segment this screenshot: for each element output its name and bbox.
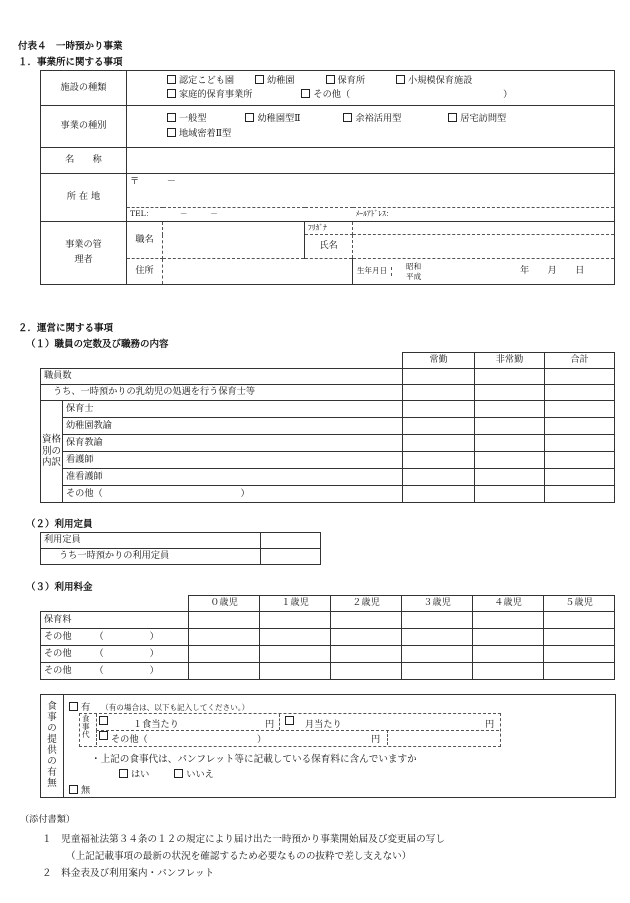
qual-youchien: 幼稚園教諭: [63, 418, 403, 435]
qual-row: [41, 486, 615, 503]
checkbox-type-other[interactable]: [301, 89, 310, 98]
capacity-table: [40, 532, 321, 565]
postal-field[interactable]: 〒 －: [127, 174, 615, 208]
fee-row: [41, 663, 615, 680]
checkbox-included-no[interactable]: [174, 769, 183, 778]
meal-fee-box: [79, 713, 501, 747]
col-age-2: ２歳児: [331, 596, 402, 612]
facility-table: [40, 70, 615, 285]
qual-hoikushi: 保育士: [63, 401, 403, 418]
section-1-heading: １．事業所に関する事項: [18, 57, 123, 68]
home-address-field[interactable]: [163, 259, 353, 285]
checkbox-shokibo[interactable]: [396, 75, 405, 84]
checkbox-ippan[interactable]: [167, 113, 176, 122]
fee-row-label: その他 （ ）: [41, 663, 189, 680]
furigana-field[interactable]: [353, 222, 615, 235]
meal-box: 食事の提供の有無 有 （有の場合は、以下も記入してください。） 食事代 １食当たり 円 月当たり 円 その他（ ） 円 ・上記の食事代は、パンフレット等に記載している保育料に含んでいますか はい いいえ 無: [40, 694, 616, 798]
attachment-item-1: １ 児童福祉法第３４条の１２の規定により届け出た一時預かり事業開始届及び変更届の写し: [42, 834, 445, 845]
staff-sub-row: [41, 385, 615, 401]
fee-row-label: 保育料: [41, 612, 189, 629]
meal-label: 食事の提供の有無: [47, 701, 57, 789]
checkbox-included-yes[interactable]: [119, 769, 128, 778]
checkbox-per-meal[interactable]: [99, 716, 108, 725]
section-2-heading: ２．運営に関する事項: [18, 323, 114, 334]
per-meal-yen: 円: [265, 719, 275, 730]
checkbox-meal-yes[interactable]: [69, 702, 78, 711]
name-field[interactable]: [127, 148, 615, 174]
fee-row-label: その他 （ ）: [41, 646, 189, 663]
qual-row: [41, 418, 615, 435]
era-heisei: 平成: [406, 271, 422, 281]
qual-assistant-nurse: 准看護師: [63, 469, 403, 486]
qual-label: 資格別の内訳: [41, 401, 63, 503]
fee-row: [41, 629, 615, 646]
col-total: 合計: [545, 353, 615, 369]
col-age-0: ０歳児: [189, 596, 260, 612]
attachment-item-1-note: （上記記載事項の最新の状況を確認するため必要なものの抜粋で差し支えない）: [66, 851, 412, 862]
manager-label: 事業の管理者: [41, 222, 127, 285]
col-age-1: １歳児: [260, 596, 331, 612]
meal-fee-label: 食事代: [82, 714, 90, 739]
meal-question: ・上記の食事代は、パンフレット等に記載している保育料に含んでいますか: [91, 754, 417, 765]
meal-other-close: ）: [257, 734, 267, 745]
attachments-heading: （添付書類）: [20, 814, 76, 825]
staff-table: [40, 352, 615, 503]
staff-sub-label: うち、一時預かりの乳幼児の処遇を行う保育士等: [41, 385, 403, 401]
qual-hoiku-kyoyu: 保育教諭: [63, 435, 403, 452]
col-age-4: ４歳児: [473, 596, 544, 612]
staff-total-label: 職員数: [41, 369, 403, 385]
person-name-label: 氏名: [305, 235, 353, 259]
qual-other: その他（ ）: [63, 486, 403, 503]
facility-type-row: 施設の種類 認定こども園 幼稚園 保育所 小規模保育施設 家庭的保育事業所 その他（ ）: [41, 71, 615, 106]
col-age-5: ５歳児: [544, 596, 615, 612]
capacity-field[interactable]: [261, 533, 321, 549]
manager-furigana-row: [41, 222, 615, 235]
name-row: [41, 148, 615, 174]
fees-table: [40, 595, 615, 680]
checkbox-hoikusho[interactable]: [326, 75, 335, 84]
per-meal-label: １食当たり: [133, 719, 179, 730]
tel-field[interactable]: TEL： － －: [127, 208, 353, 222]
contact-row: [41, 208, 615, 222]
per-month-yen: 円: [485, 719, 495, 730]
checkbox-per-month[interactable]: [285, 716, 294, 725]
meal-other-yen: 円: [371, 734, 381, 745]
capacity-sub-field[interactable]: [261, 549, 321, 565]
checkbox-kateiteki[interactable]: [167, 89, 176, 98]
capacity-label: 利用定員: [41, 533, 261, 549]
staff-total-row: [41, 369, 615, 385]
per-month-label: 月当たり: [305, 719, 342, 730]
business-type-row: 事業の種別 一般型 幼稚園型Ⅱ 余裕活用型 居宅訪問型 地域密着Ⅱ型: [41, 106, 615, 148]
staff-heading: （１）職員の定数及び職務の内容: [26, 339, 169, 350]
fee-row: [41, 646, 615, 663]
business-type-label: 事業の種別: [41, 106, 127, 148]
meal-other-label: その他（: [111, 734, 148, 745]
attachment-item-2: ２ 料金表及び利用案内・パンフレット: [42, 868, 215, 879]
checkbox-chiiki[interactable]: [167, 128, 176, 137]
capacity-heading: （２）利用定員: [26, 519, 93, 530]
col-fulltime: 常勤: [403, 353, 475, 369]
qual-row: [41, 469, 615, 486]
address-label: 所 在 地: [41, 174, 127, 222]
qual-row: [41, 401, 615, 418]
fees-heading: （３）利用料金: [26, 582, 93, 593]
name-label: 名 称: [41, 148, 127, 174]
col-parttime: 非常勤: [475, 353, 545, 369]
qual-row: [41, 452, 615, 469]
manager-address-row: [41, 259, 615, 285]
facility-type-label: 施設の種類: [41, 71, 127, 106]
qual-nurse: 看護師: [63, 452, 403, 469]
checkbox-meal-other[interactable]: [99, 731, 108, 740]
era-showa: 昭和: [406, 262, 422, 272]
address-row: [41, 174, 615, 208]
job-title-label: 職名: [127, 222, 163, 259]
person-name-field[interactable]: [353, 235, 615, 259]
checkbox-meal-no[interactable]: [69, 785, 78, 794]
col-age-3: ３歳児: [402, 596, 473, 612]
checkbox-yoyu[interactable]: [343, 113, 352, 122]
checkbox-nintei[interactable]: [167, 75, 176, 84]
qual-row: [41, 435, 615, 452]
form-title: 付表４ 一時預かり事業: [18, 41, 123, 52]
mail-field[interactable]: ﾒｰﾙｱﾄﾞﾚｽ：: [353, 208, 615, 222]
birth-date-field[interactable]: 年 月 日: [520, 265, 585, 277]
fee-row-label: その他 （ ）: [41, 629, 189, 646]
checkbox-youchien[interactable]: [255, 75, 264, 84]
birth-date-label: 生年月日: [353, 267, 392, 275]
job-title-field[interactable]: [163, 222, 305, 259]
meal-yes-note: （有の場合は、以下も記入してください。）: [101, 703, 250, 712]
fee-row: [41, 612, 615, 629]
furigana-label: ﾌﾘｶﾞﾅ: [305, 222, 353, 235]
checkbox-kyotaku[interactable]: [448, 113, 457, 122]
capacity-sub-label: うち一時預かりの利用定員: [41, 549, 261, 565]
home-address-label: 住所: [127, 259, 163, 285]
checkbox-youchien-2[interactable]: [245, 113, 254, 122]
